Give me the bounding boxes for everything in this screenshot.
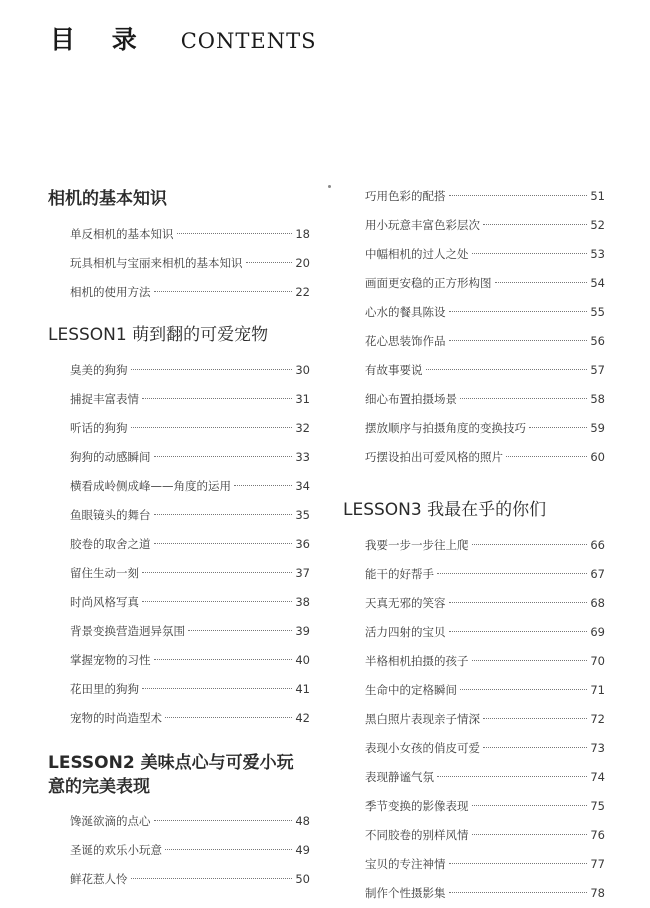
dot-leader — [142, 688, 292, 689]
entry-page: 75 — [590, 799, 605, 813]
title-chinese: 目 录 — [50, 25, 151, 54]
section-title: LESSON3 我最在乎的你们 — [343, 500, 547, 520]
section-title — [48, 751, 310, 799]
entry-page: 59 — [590, 421, 605, 435]
entry-title: 玩具相机与宝丽来相机的基本知识 — [70, 256, 243, 270]
toc-entry[interactable] — [70, 704, 310, 733]
toc-entry[interactable] — [365, 531, 605, 560]
entry-title: 黑白照片表现亲子情深 — [365, 712, 480, 726]
dot-leader — [234, 485, 292, 486]
entry-title: 天真无邪的笑容 — [365, 596, 446, 610]
entry-title: 相机的使用方法 — [70, 285, 151, 299]
dot-leader — [437, 573, 587, 574]
entry-title: 单反相机的基本知识 — [70, 227, 174, 241]
entry-title: 留住生动一刻 — [70, 566, 139, 580]
toc-entry[interactable] — [365, 705, 605, 734]
toc-entry[interactable] — [365, 182, 605, 211]
section-lesson2 — [48, 751, 310, 894]
entry-page: 56 — [590, 334, 605, 348]
entry-page: 50 — [295, 872, 310, 886]
entry-page: 35 — [295, 508, 310, 522]
entry-page: 51 — [590, 189, 605, 203]
section-lesson3 — [343, 498, 605, 908]
toc-entry[interactable] — [365, 356, 605, 385]
dot-leader — [154, 659, 293, 660]
entry-title: 能干的好帮手 — [365, 567, 434, 581]
entry-page: 69 — [590, 625, 605, 639]
dot-leader — [188, 630, 292, 631]
toc-entry[interactable] — [365, 821, 605, 850]
entry-page: 37 — [295, 566, 310, 580]
entry-page: 40 — [295, 653, 310, 667]
entry-title: 活力四射的宝贝 — [365, 625, 446, 639]
entry-page: 54 — [590, 276, 605, 290]
toc-entry[interactable] — [365, 298, 605, 327]
toc-entry[interactable] — [70, 385, 310, 414]
entry-title: 季节变换的影像表现 — [365, 799, 469, 813]
dot-leader — [154, 291, 293, 292]
dot-leader — [449, 892, 588, 893]
dot-leader — [529, 427, 587, 428]
entry-title: 横看成岭侧成峰——角度的运用 — [70, 479, 231, 493]
decorative-dot — [328, 185, 331, 188]
entry-title: 表现小女孩的俏皮可爱 — [365, 741, 480, 755]
entry-title: 时尚风格写真 — [70, 595, 139, 609]
dot-leader — [142, 601, 292, 602]
toc-entry[interactable] — [70, 617, 310, 646]
entry-title: 鲜花惹人怜 — [70, 872, 128, 886]
entry-list — [70, 807, 310, 894]
dot-leader — [131, 427, 293, 428]
toc-entry[interactable] — [70, 807, 310, 836]
entry-page: 55 — [590, 305, 605, 319]
toc-entry[interactable] — [365, 763, 605, 792]
entry-page: 76 — [590, 828, 605, 842]
entry-page: 20 — [295, 256, 310, 270]
dot-leader — [460, 398, 587, 399]
toc-entry[interactable] — [70, 443, 310, 472]
dot-leader — [472, 544, 588, 545]
toc-entry[interactable] — [70, 220, 310, 249]
entry-page: 60 — [590, 450, 605, 464]
entry-title: 掌握宠物的习性 — [70, 653, 151, 667]
dot-leader — [483, 718, 587, 719]
entry-page: 53 — [590, 247, 605, 261]
entry-page: 39 — [295, 624, 310, 638]
entry-title: 心水的餐具陈设 — [365, 305, 446, 319]
entry-title: 狗狗的动感瞬间 — [70, 450, 151, 464]
entry-page: 48 — [295, 814, 310, 828]
entry-title: 胶卷的取舍之道 — [70, 537, 151, 551]
entry-title: 宝贝的专注神情 — [365, 857, 446, 871]
entry-title: 背景变换营造迥异氛围 — [70, 624, 185, 638]
entry-page: 18 — [295, 227, 310, 241]
dot-leader — [154, 514, 293, 515]
dot-leader — [449, 631, 588, 632]
dot-leader — [472, 660, 588, 661]
entry-title: 圣诞的欢乐小玩意 — [70, 843, 162, 857]
entry-list — [70, 220, 310, 307]
toc-entry[interactable] — [70, 675, 310, 704]
toc-entry[interactable] — [365, 443, 605, 472]
entry-title: 生命中的定格瞬间 — [365, 683, 457, 697]
entry-page: 67 — [590, 567, 605, 581]
entry-page: 33 — [295, 450, 310, 464]
entry-title: 中幅相机的过人之处 — [365, 247, 469, 261]
entry-page: 68 — [590, 596, 605, 610]
dot-leader — [154, 456, 293, 457]
toc-entry[interactable] — [70, 356, 310, 385]
entry-page: 42 — [295, 711, 310, 725]
entry-page: 70 — [590, 654, 605, 668]
toc-entry[interactable] — [70, 530, 310, 559]
toc-entry[interactable] — [70, 278, 310, 307]
entry-title: 半格相机拍摄的孩子 — [365, 654, 469, 668]
toc-entry[interactable] — [365, 792, 605, 821]
section-title-line2: 意的完美表现 — [48, 777, 150, 797]
entry-page: 57 — [590, 363, 605, 377]
dot-leader — [177, 233, 293, 234]
entry-page: 22 — [295, 285, 310, 299]
entry-title: 臭美的狗狗 — [70, 363, 128, 377]
entry-title: 表现静谧气氛 — [365, 770, 434, 784]
toc-entry[interactable] — [70, 559, 310, 588]
toc-entry[interactable] — [365, 850, 605, 879]
entry-page: 38 — [295, 595, 310, 609]
dot-leader — [131, 878, 293, 879]
entry-title: 花田里的狗狗 — [70, 682, 139, 696]
dot-leader — [154, 543, 293, 544]
toc-entry[interactable] — [70, 472, 310, 501]
section-title: LESSON1 萌到翻的可爱宠物 — [48, 325, 269, 345]
page-title — [50, 20, 316, 56]
toc-entry[interactable] — [365, 327, 605, 356]
section-camera-basics — [48, 187, 310, 307]
dot-leader — [437, 776, 587, 777]
entry-page: 31 — [295, 392, 310, 406]
entry-title: 用小玩意丰富色彩层次 — [365, 218, 480, 232]
entry-list — [365, 531, 605, 908]
entry-title: 不同胶卷的别样风情 — [365, 828, 469, 842]
section-lesson1 — [48, 323, 310, 733]
entry-title: 有故事要说 — [365, 363, 423, 377]
dot-leader — [142, 398, 292, 399]
dot-leader — [449, 340, 588, 341]
toc-entry[interactable] — [70, 588, 310, 617]
entry-list — [70, 356, 310, 733]
dot-leader — [472, 253, 588, 254]
entry-title: 我要一步一步往上爬 — [365, 538, 469, 552]
toc-entry[interactable] — [365, 647, 605, 676]
toc-entry[interactable] — [365, 211, 605, 240]
toc-entry[interactable] — [365, 240, 605, 269]
toc-entry[interactable] — [70, 501, 310, 530]
toc-entry[interactable] — [70, 865, 310, 894]
entry-page: 66 — [590, 538, 605, 552]
entry-title: 听话的狗狗 — [70, 421, 128, 435]
dot-leader — [472, 805, 588, 806]
entry-page: 58 — [590, 392, 605, 406]
dot-leader — [449, 863, 588, 864]
entry-page: 73 — [590, 741, 605, 755]
title-english: CONTENTS — [180, 29, 317, 53]
toc-entry[interactable] — [70, 646, 310, 675]
toc-entry[interactable] — [70, 836, 310, 865]
entry-title: 捕捉丰富表情 — [70, 392, 139, 406]
toc-entry[interactable] — [365, 560, 605, 589]
entry-page: 71 — [590, 683, 605, 697]
toc-entry[interactable] — [365, 385, 605, 414]
dot-leader — [154, 820, 293, 821]
entry-page: 72 — [590, 712, 605, 726]
entry-title: 摆放顺序与拍摄角度的变换技巧 — [365, 421, 526, 435]
entry-page: 41 — [295, 682, 310, 696]
dot-leader — [495, 282, 588, 283]
toc-left-column — [48, 187, 310, 894]
section-title: 相机的基本知识 — [48, 189, 167, 209]
toc-entry[interactable] — [365, 414, 605, 443]
dot-leader — [449, 602, 588, 603]
toc-entry[interactable] — [365, 589, 605, 618]
dot-leader — [426, 369, 588, 370]
entry-list-continued — [365, 182, 605, 472]
dot-leader — [449, 311, 588, 312]
entry-title: 花心思装饰作品 — [365, 334, 446, 348]
entry-title: 宠物的时尚造型术 — [70, 711, 162, 725]
dot-leader — [460, 689, 587, 690]
toc-entry[interactable] — [365, 734, 605, 763]
toc-entry[interactable] — [365, 618, 605, 647]
dot-leader — [449, 195, 588, 196]
dot-leader — [483, 224, 587, 225]
toc-entry[interactable] — [365, 879, 605, 908]
dot-leader — [131, 369, 293, 370]
entry-page: 34 — [295, 479, 310, 493]
entry-page: 36 — [295, 537, 310, 551]
toc-entry[interactable] — [70, 249, 310, 278]
entry-title: 制作个性摄影集 — [365, 886, 446, 900]
toc-entry[interactable] — [70, 414, 310, 443]
dot-leader — [483, 747, 587, 748]
dot-leader — [165, 717, 292, 718]
entry-title: 画面更安稳的正方形构图 — [365, 276, 492, 290]
section-title-line1: LESSON2 美味点心与可爱小玩 — [48, 753, 294, 773]
entry-title: 巧用色彩的配搭 — [365, 189, 446, 203]
dot-leader — [142, 572, 292, 573]
toc-entry[interactable] — [365, 269, 605, 298]
entry-title: 细心布置拍摄场景 — [365, 392, 457, 406]
entry-title: 巧摆设拍出可爱风格的照片 — [365, 450, 503, 464]
toc-right-column — [343, 187, 605, 908]
entry-page: 52 — [590, 218, 605, 232]
dot-leader — [165, 849, 292, 850]
entry-title: 馋涎欲滴的点心 — [70, 814, 151, 828]
dot-leader — [246, 262, 293, 263]
entry-page: 78 — [590, 886, 605, 900]
dot-leader — [472, 834, 588, 835]
entry-page: 49 — [295, 843, 310, 857]
entry-page: 77 — [590, 857, 605, 871]
entry-page: 74 — [590, 770, 605, 784]
entry-title: 鱼眼镜头的舞台 — [70, 508, 151, 522]
toc-entry[interactable] — [365, 676, 605, 705]
entry-page: 30 — [295, 363, 310, 377]
dot-leader — [506, 456, 587, 457]
entry-page: 32 — [295, 421, 310, 435]
